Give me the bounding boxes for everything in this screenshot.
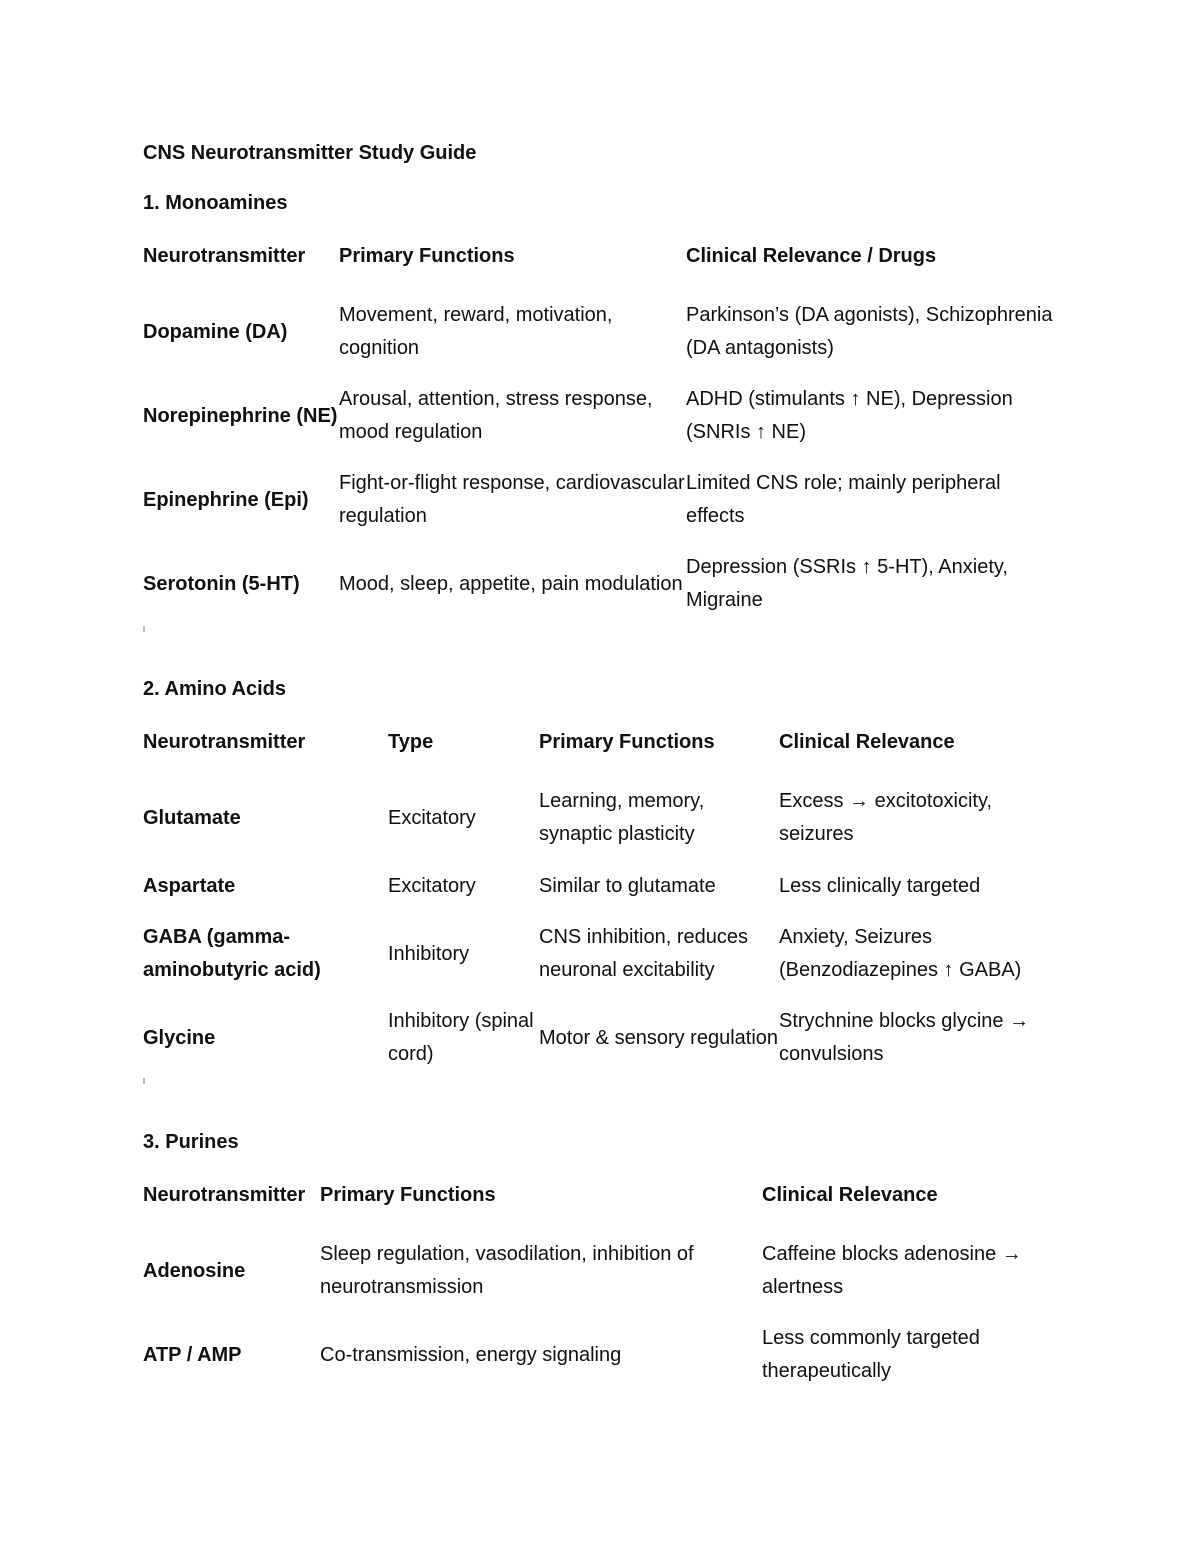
neurotransmitter-name: Glycine bbox=[143, 1026, 216, 1049]
neurotransmitter-name: Glutamate bbox=[143, 806, 241, 829]
table-header-row bbox=[143, 1179, 1053, 1229]
table-row bbox=[143, 542, 1053, 626]
clinical-relevance: Depression (SSRIs ↑ 5-HT), Anxiety, Migraine bbox=[686, 556, 1008, 611]
table-row bbox=[143, 1313, 1053, 1397]
table-header-row bbox=[143, 726, 1053, 776]
column-header: Type bbox=[388, 731, 434, 753]
neurotransmitter-type: Excitatory bbox=[388, 806, 476, 829]
primary-functions: Co-transmission, energy signaling bbox=[320, 1343, 622, 1366]
column-header: Neurotransmitter bbox=[143, 731, 306, 753]
clinical-relevance: Strychnine blocks glycine → convulsions bbox=[779, 1010, 1030, 1065]
neurotransmitter-name: Serotonin (5-HT) bbox=[143, 572, 300, 595]
clinical-relevance: Less commonly targeted therapeutically bbox=[762, 1327, 980, 1382]
neurotransmitter-name: ATP / AMP bbox=[143, 1343, 242, 1366]
neurotransmitter-type: Inhibitory (spinal cord) bbox=[388, 1010, 534, 1065]
section-heading-purines: 3. Purines bbox=[143, 1131, 239, 1153]
primary-functions: Sleep regulation, vasodilation, inhibition of neurotransmission bbox=[320, 1243, 694, 1298]
document-title: CNS Neurotransmitter Study Guide bbox=[143, 142, 477, 164]
primary-functions: Motor & sensory regulation bbox=[539, 1026, 779, 1049]
table-row bbox=[143, 290, 1053, 374]
neurotransmitter-name: Dopamine (DA) bbox=[143, 320, 288, 343]
column-header: Primary Functions bbox=[339, 245, 515, 267]
primary-functions: Learning, memory, synaptic plasticity bbox=[539, 790, 705, 845]
purines-table bbox=[143, 1179, 1053, 1397]
neurotransmitter-name: GABA (gamma-aminobutyric acid) bbox=[143, 926, 321, 981]
primary-functions: Movement, reward, motivation, cognition bbox=[339, 304, 613, 359]
column-header: Clinical Relevance bbox=[779, 731, 955, 753]
table-row bbox=[143, 458, 1053, 542]
primary-functions: Fight-or-flight response, cardiovascular regulation bbox=[339, 472, 685, 527]
column-header: Clinical Relevance bbox=[762, 1184, 938, 1206]
column-header: Clinical Relevance / Drugs bbox=[686, 245, 937, 267]
column-header: Neurotransmitter bbox=[143, 1184, 306, 1206]
neurotransmitter-type: Inhibitory bbox=[388, 942, 470, 965]
neurotransmitter-name: Epinephrine (Epi) bbox=[143, 488, 309, 511]
column-header: Primary Functions bbox=[539, 731, 715, 753]
primary-functions: Mood, sleep, appetite, pain modulation bbox=[339, 572, 683, 595]
paragraph-mark bbox=[143, 626, 145, 632]
neurotransmitter-type: Excitatory bbox=[388, 874, 476, 897]
table-header-row bbox=[143, 240, 1053, 290]
clinical-relevance: Anxiety, Seizures (Benzodiazepines ↑ GABA) bbox=[779, 926, 1022, 981]
table-row bbox=[143, 374, 1053, 458]
neurotransmitter-name: Norepinephrine (NE) bbox=[143, 404, 338, 427]
table-row bbox=[143, 860, 1053, 912]
section-heading-monoamines: 1. Monoamines bbox=[143, 192, 288, 214]
primary-functions: Arousal, attention, stress response, mood regulation bbox=[339, 388, 653, 443]
table-row bbox=[143, 776, 1053, 860]
neurotransmitter-name: Aspartate bbox=[143, 874, 236, 897]
primary-functions: Similar to glutamate bbox=[539, 874, 716, 897]
paragraph-mark bbox=[143, 1078, 145, 1084]
clinical-relevance: Less clinically targeted bbox=[779, 874, 981, 897]
primary-functions: CNS inhibition, reduces neuronal excitability bbox=[539, 926, 748, 981]
neurotransmitter-name: Adenosine bbox=[143, 1259, 246, 1282]
clinical-relevance: ADHD (stimulants ↑ NE), Depression (SNRIs ↑ NE) bbox=[686, 388, 1013, 443]
monoamines-table bbox=[143, 240, 1053, 626]
table-row bbox=[143, 1229, 1053, 1313]
clinical-relevance: Limited CNS role; mainly peripheral effects bbox=[686, 472, 1001, 527]
table-row bbox=[143, 996, 1053, 1080]
clinical-relevance: Excess → excitotoxicity, seizures bbox=[779, 790, 993, 845]
table-row bbox=[143, 912, 1053, 996]
column-header: Primary Functions bbox=[320, 1184, 496, 1206]
column-header: Neurotransmitter bbox=[143, 245, 306, 267]
clinical-relevance: Parkinson’s (DA agonists), Schizophrenia (DA antagonists) bbox=[686, 304, 1053, 359]
clinical-relevance: Caffeine blocks adenosine → alertness bbox=[762, 1243, 1022, 1298]
amino-acids-table bbox=[143, 726, 1053, 1080]
section-heading-amino-acids: 2. Amino Acids bbox=[143, 678, 286, 700]
